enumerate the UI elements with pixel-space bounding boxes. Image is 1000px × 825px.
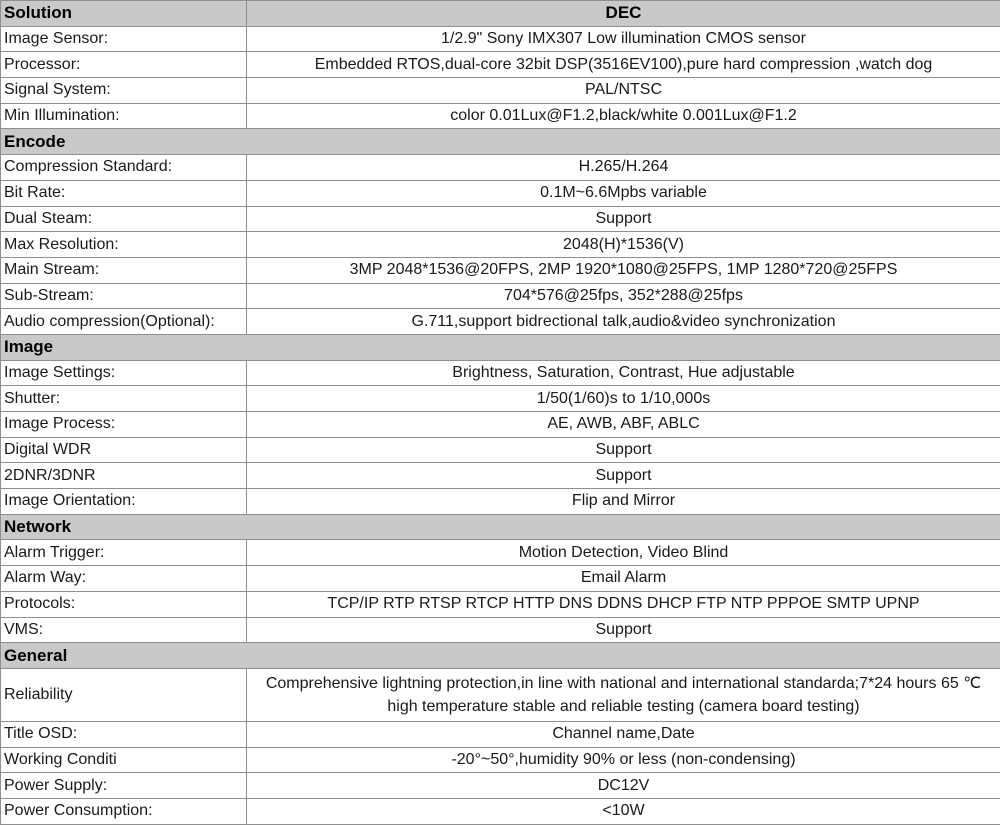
table-row	[1, 26, 1000, 52]
spec-value: Support	[247, 463, 1000, 489]
spec-label: Image Process:	[1, 412, 247, 438]
spec-label: Max Resolution:	[1, 232, 247, 258]
spec-value: 704*576@25fps, 352*288@25fps	[247, 283, 1000, 309]
table-row	[1, 721, 1000, 747]
table-row	[1, 617, 1000, 643]
spec-value: Email Alarm	[247, 566, 1000, 592]
spec-value: -20°~50°,humidity 90% or less (non-condensing)	[247, 747, 1000, 773]
spec-label: VMS:	[1, 617, 247, 643]
spec-label: Processor:	[1, 52, 247, 78]
spec-value: Support	[247, 437, 1000, 463]
table-row	[1, 78, 1000, 104]
spec-label: Audio compression(Optional):	[1, 309, 247, 335]
spec-label: 2DNR/3DNR	[1, 463, 247, 489]
spec-value: Embedded RTOS,dual-core 32bit DSP(3516EV100),pure hard compression ,watch dog	[247, 52, 1000, 78]
spec-value: Support	[247, 617, 1000, 643]
spec-label: Working Conditi	[1, 747, 247, 773]
spec-label: Image Settings:	[1, 360, 247, 386]
table-row	[1, 668, 1000, 721]
spec-value: H.265/H.264	[247, 155, 1000, 181]
spec-label: Main Stream:	[1, 257, 247, 283]
table-row	[1, 180, 1000, 206]
table-row	[1, 566, 1000, 592]
spec-value: PAL/NTSC	[247, 78, 1000, 104]
spec-label: Alarm Trigger:	[1, 540, 247, 566]
spec-value: 2048(H)*1536(V)	[247, 232, 1000, 258]
table-row	[1, 437, 1000, 463]
section-header-row	[1, 334, 1000, 360]
spec-value: Support	[247, 206, 1000, 232]
spec-value: Channel name,Date	[247, 721, 1000, 747]
section-header-row	[1, 129, 1000, 155]
table-row	[1, 591, 1000, 617]
spec-label: Min Illumination:	[1, 103, 247, 129]
spec-label: Image Orientation:	[1, 489, 247, 515]
spec-label: Digital WDR	[1, 437, 247, 463]
table-row	[1, 232, 1000, 258]
spec-label: Protocols:	[1, 591, 247, 617]
section-title: General	[1, 643, 1000, 669]
spec-label: Image Sensor:	[1, 26, 247, 52]
table-row	[1, 309, 1000, 335]
table-row	[1, 773, 1000, 799]
spec-label: Alarm Way:	[1, 566, 247, 592]
table-row	[1, 386, 1000, 412]
spec-value: AE, AWB, ABF, ABLC	[247, 412, 1000, 438]
spec-label: Dual Steam:	[1, 206, 247, 232]
table-row	[1, 412, 1000, 438]
spec-label: Power Supply:	[1, 773, 247, 799]
table-row	[1, 360, 1000, 386]
spec-value: 0.1M~6.6Mpbs variable	[247, 180, 1000, 206]
spec-label: Title OSD:	[1, 721, 247, 747]
spec-label: Sub-Stream:	[1, 283, 247, 309]
spec-value: <10W	[247, 798, 1000, 824]
table-row	[1, 798, 1000, 824]
table-row	[1, 489, 1000, 515]
table-row	[1, 283, 1000, 309]
table-row	[1, 103, 1000, 129]
table-row	[1, 747, 1000, 773]
spec-table-body	[1, 1, 1000, 825]
table-row	[1, 52, 1000, 78]
spec-label: Bit Rate:	[1, 180, 247, 206]
header-value: DEC	[247, 1, 1000, 27]
section-header-row	[1, 514, 1000, 540]
spec-value: DC12V	[247, 773, 1000, 799]
table-row	[1, 540, 1000, 566]
section-title: Encode	[1, 129, 1000, 155]
table-row	[1, 257, 1000, 283]
spec-value: 3MP 2048*1536@20FPS, 2MP 1920*1080@25FPS, 1MP 1280*720@25FPS	[247, 257, 1000, 283]
section-title: Image	[1, 334, 1000, 360]
table-row	[1, 463, 1000, 489]
table-header-row	[1, 1, 1000, 27]
spec-value: Brightness, Saturation, Contrast, Hue adjustable	[247, 360, 1000, 386]
spec-value: Comprehensive lightning protection,in line with national and international standarda;7*24 hours 65 ℃ high temperature stable and reliable testing (camera board testing)	[247, 668, 1000, 721]
spec-label: Signal System:	[1, 78, 247, 104]
spec-label: Reliability	[1, 668, 247, 721]
table-row	[1, 206, 1000, 232]
spec-value: 1/2.9" Sony IMX307 Low illumination CMOS sensor	[247, 26, 1000, 52]
spec-value: TCP/IP RTP RTSP RTCP HTTP DNS DDNS DHCP FTP NTP PPPOE SMTP UPNP	[247, 591, 1000, 617]
spec-value: G.711,support bidrectional talk,audio&video synchronization	[247, 309, 1000, 335]
spec-value: Motion Detection, Video Blind	[247, 540, 1000, 566]
spec-label: Power Consumption:	[1, 798, 247, 824]
section-header-row	[1, 643, 1000, 669]
spec-value: 1/50(1/60)s to 1/10,000s	[247, 386, 1000, 412]
spec-label: Compression Standard:	[1, 155, 247, 181]
spec-value: Flip and Mirror	[247, 489, 1000, 515]
section-title: Network	[1, 514, 1000, 540]
spec-value: color 0.01Lux@F1.2,black/white 0.001Lux@F1.2	[247, 103, 1000, 129]
header-label: Solution	[1, 1, 247, 27]
spec-label: Shutter:	[1, 386, 247, 412]
table-row	[1, 155, 1000, 181]
